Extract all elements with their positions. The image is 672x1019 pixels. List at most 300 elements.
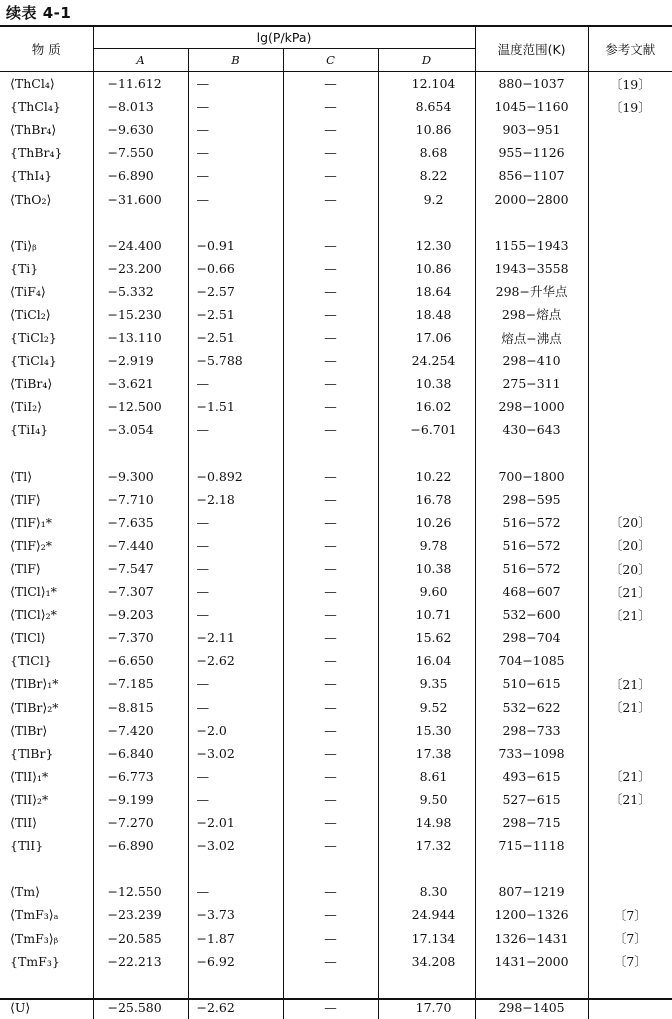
coef-b-cell: —: [188, 788, 283, 811]
table-body: [0, 72, 672, 1019]
substance-cell: ⟨TlCl⟩: [0, 626, 93, 649]
reference-cell: 〔7〕: [613, 931, 647, 947]
coef-d-cell: 10.38: [378, 557, 475, 580]
coef-a-cell: −13.110: [93, 326, 188, 349]
coef-b-cell: −5.788: [188, 349, 283, 372]
reference-cell: 〔19〕: [609, 99, 651, 115]
coef-d-cell: 8.30: [378, 880, 475, 903]
coef-d-cell: 9.50: [378, 788, 475, 811]
substance-cell: ⟨TmF₃⟩ₐ: [0, 903, 93, 926]
coef-d-cell: 18.64: [378, 280, 475, 303]
substance-cell: {Ti}: [0, 257, 93, 280]
coef-b-cell: —: [188, 72, 283, 96]
coef-a-cell: −25.580: [93, 996, 188, 1019]
substance-cell: ⟨Ti⟩ᵦ: [0, 234, 93, 257]
coef-b-cell: −3.73: [188, 903, 283, 926]
coef-d-cell: 17.134: [378, 926, 475, 949]
substance-cell: ⟨TlCl⟩₁*: [0, 580, 93, 603]
coef-d-cell: 24.944: [378, 903, 475, 926]
coef-b-cell: −2.51: [188, 303, 283, 326]
reference-cell: [588, 488, 672, 511]
coef-d-cell: 8.61: [378, 765, 475, 788]
coef-b-cell: −2.51: [188, 326, 283, 349]
spacer-cell: [588, 442, 672, 465]
coef-c-cell: —: [283, 95, 378, 118]
reference-cell: 〔20〕: [609, 515, 651, 531]
coef-a-cell: −8.815: [93, 696, 188, 719]
spacer-cell: [93, 973, 188, 996]
reference-cell: [588, 141, 672, 164]
temp-range-cell: 807−1219: [475, 880, 588, 903]
spacer-cell: [0, 857, 93, 880]
temp-range-cell: 468−607: [475, 580, 588, 603]
spacer-cell: [378, 857, 475, 880]
coef-a-cell: −15.230: [93, 303, 188, 326]
spacer-cell: [93, 857, 188, 880]
coef-b-cell: −0.91: [188, 234, 283, 257]
temp-range-cell: 1045−1160: [475, 95, 588, 118]
temp-range-cell: 298−熔点: [475, 303, 588, 326]
temp-range-cell: 298−733: [475, 719, 588, 742]
spacer-cell: [283, 211, 378, 234]
coef-b-cell: —: [188, 765, 283, 788]
reference-cell: [588, 326, 672, 349]
table-row: [0, 465, 672, 488]
table-row: [0, 395, 672, 418]
coef-b-cell: −0.66: [188, 257, 283, 280]
coef-a-cell: −7.370: [93, 626, 188, 649]
coef-a-cell: −22.213: [93, 950, 188, 973]
substance-cell: {TlBr}: [0, 742, 93, 765]
coef-c-cell: —: [283, 280, 378, 303]
coef-c-cell: —: [283, 719, 378, 742]
coef-b-cell: —: [188, 418, 283, 441]
table-row: [0, 719, 672, 742]
coef-c-cell: —: [283, 603, 378, 626]
coef-a-cell: −6.650: [93, 649, 188, 672]
temp-range-cell: 880−1037: [475, 72, 588, 96]
coef-a-cell: −20.585: [93, 926, 188, 949]
coef-a-cell: −24.400: [93, 234, 188, 257]
spacer-cell: [93, 211, 188, 234]
spacer-cell: [475, 973, 588, 996]
coef-d-cell: 17.32: [378, 834, 475, 857]
coef-b-cell: —: [188, 95, 283, 118]
substance-cell: ⟨TlBr⟩₂*: [0, 696, 93, 719]
temp-range-cell: 430−643: [475, 418, 588, 441]
coef-a-cell: −9.199: [93, 788, 188, 811]
temp-range-cell: 275−311: [475, 372, 588, 395]
substance-cell: ⟨TlI⟩: [0, 811, 93, 834]
coef-d-cell: 12.104: [378, 72, 475, 96]
table-row: [0, 349, 672, 372]
table-row: [0, 742, 672, 765]
temp-range-cell: 955−1126: [475, 141, 588, 164]
coef-d-cell: 17.70: [378, 996, 475, 1019]
coef-b-cell: —: [188, 164, 283, 187]
spacer-cell: [283, 442, 378, 465]
coef-b-cell: −3.02: [188, 834, 283, 857]
temp-range-cell: 733−1098: [475, 742, 588, 765]
coef-a-cell: −23.239: [93, 903, 188, 926]
coef-d-cell: 9.52: [378, 696, 475, 719]
substance-cell: ⟨ThCl₄⟩: [0, 72, 93, 96]
coef-c-cell: —: [283, 349, 378, 372]
coef-a-cell: −31.600: [93, 187, 188, 210]
coef-a-cell: −6.840: [93, 742, 188, 765]
table-row: [0, 418, 672, 441]
coef-a-cell: −7.547: [93, 557, 188, 580]
reference-cell: [588, 164, 672, 187]
coef-a-cell: −7.550: [93, 141, 188, 164]
coef-b-cell: −2.62: [188, 996, 283, 1019]
reference-cell: 〔21〕: [609, 607, 651, 623]
coef-c-cell: —: [283, 511, 378, 534]
reference-cell: 〔20〕: [609, 538, 651, 554]
coef-c-cell: —: [283, 303, 378, 326]
reference-cell: [588, 465, 672, 488]
reference-cell: [588, 187, 672, 210]
coef-b-cell: —: [188, 696, 283, 719]
spacer-cell: [378, 442, 475, 465]
temp-range-cell: 298−595: [475, 488, 588, 511]
reference-cell: [588, 349, 672, 372]
reference-cell: 〔21〕: [609, 676, 651, 692]
temp-range-cell: 715−1118: [475, 834, 588, 857]
spacer-cell: [378, 211, 475, 234]
table-row: [0, 511, 672, 534]
coef-a-cell: −3.054: [93, 418, 188, 441]
coef-c-cell: —: [283, 141, 378, 164]
table-row: [0, 950, 672, 973]
table-row: [0, 765, 672, 788]
substance-cell: {ThCl₄}: [0, 95, 93, 118]
coef-c-cell: —: [283, 626, 378, 649]
coef-a-cell: −6.773: [93, 765, 188, 788]
coef-a-cell: −2.919: [93, 349, 188, 372]
coef-c-cell: —: [283, 811, 378, 834]
coef-c-cell: —: [283, 234, 378, 257]
coef-b-cell: —: [188, 603, 283, 626]
table-row: [0, 811, 672, 834]
group-spacer-row: [0, 442, 672, 465]
temp-range-cell: 516−572: [475, 511, 588, 534]
coef-d-cell: 10.71: [378, 603, 475, 626]
coef-a-cell: −23.200: [93, 257, 188, 280]
reference-cell: [588, 372, 672, 395]
substance-cell: {ThI₄}: [0, 164, 93, 187]
table-row: [0, 903, 672, 926]
spacer-cell: [475, 442, 588, 465]
table-row: [0, 164, 672, 187]
spacer-cell: [188, 211, 283, 234]
temp-range-cell: 510−615: [475, 672, 588, 695]
substance-cell: ⟨TlF⟩: [0, 557, 93, 580]
coef-c-cell: —: [283, 950, 378, 973]
coef-c-cell: —: [283, 557, 378, 580]
coef-c-cell: —: [283, 372, 378, 395]
coef-a-cell: −7.710: [93, 488, 188, 511]
reference-cell: [588, 880, 672, 903]
group-spacer-row: [0, 211, 672, 234]
coef-b-cell: —: [188, 141, 283, 164]
coef-b-cell: —: [188, 118, 283, 141]
temp-range-cell: 532−622: [475, 696, 588, 719]
temp-range-cell: 298−升华点: [475, 280, 588, 303]
coef-a-cell: −11.612: [93, 72, 188, 96]
temp-range-cell: 1326−1431: [475, 926, 588, 949]
coef-c-cell: —: [283, 164, 378, 187]
reference-cell: [588, 257, 672, 280]
coef-a-cell: −9.300: [93, 465, 188, 488]
coef-d-cell: 17.38: [378, 742, 475, 765]
coef-a-cell: −6.890: [93, 164, 188, 187]
header-lg-p: lg(P/kPa): [93, 26, 475, 49]
reference-cell: 〔7〕: [613, 954, 647, 970]
coef-c-cell: —: [283, 696, 378, 719]
coef-d-cell: 8.68: [378, 141, 475, 164]
coef-d-cell: 16.78: [378, 488, 475, 511]
substance-cell: {TiI₄}: [0, 418, 93, 441]
substance-cell: ⟨TiI₂⟩: [0, 395, 93, 418]
coef-b-cell: —: [188, 511, 283, 534]
coef-b-cell: −2.01: [188, 811, 283, 834]
temp-range-cell: 700−1800: [475, 465, 588, 488]
coef-b-cell: —: [188, 580, 283, 603]
substance-cell: {TlI}: [0, 834, 93, 857]
spacer-cell: [283, 973, 378, 996]
reference-cell: 〔20〕: [609, 561, 651, 577]
coef-b-cell: −2.57: [188, 280, 283, 303]
reference-cell: [588, 834, 672, 857]
coef-a-cell: −8.013: [93, 95, 188, 118]
table-row: [0, 372, 672, 395]
substance-cell: ⟨TlI⟩₁*: [0, 765, 93, 788]
temp-range-cell: 1200−1326: [475, 903, 588, 926]
temp-range-cell: 298−410: [475, 349, 588, 372]
temp-range-cell: 298−1000: [475, 395, 588, 418]
coef-d-cell: 34.208: [378, 950, 475, 973]
coef-d-cell: 17.06: [378, 326, 475, 349]
header-col-d: D: [378, 49, 475, 72]
spacer-cell: [0, 973, 93, 996]
table-row: [0, 696, 672, 719]
coef-d-cell: 9.2: [378, 187, 475, 210]
coef-c-cell: —: [283, 926, 378, 949]
coef-c-cell: —: [283, 187, 378, 210]
substance-cell: ⟨TlBr⟩₁*: [0, 672, 93, 695]
substance-cell: {ThBr₄}: [0, 141, 93, 164]
table-row: [0, 788, 672, 811]
group-spacer-row: [0, 973, 672, 996]
table-row: [0, 834, 672, 857]
temp-range-cell: 298−715: [475, 811, 588, 834]
spacer-cell: [588, 857, 672, 880]
coef-a-cell: −7.635: [93, 511, 188, 534]
reference-cell: [588, 234, 672, 257]
coef-c-cell: —: [283, 649, 378, 672]
spacer-cell: [475, 211, 588, 234]
coef-c-cell: —: [283, 742, 378, 765]
coef-d-cell: 10.22: [378, 465, 475, 488]
coef-d-cell: 15.30: [378, 719, 475, 742]
coef-a-cell: −7.440: [93, 534, 188, 557]
coef-d-cell: 10.26: [378, 511, 475, 534]
coef-a-cell: −9.203: [93, 603, 188, 626]
coef-a-cell: −12.550: [93, 880, 188, 903]
spacer-cell: [588, 973, 672, 996]
header-col-a: A: [93, 49, 188, 72]
substance-cell: ⟨TlF⟩: [0, 488, 93, 511]
table-row: [0, 141, 672, 164]
substance-cell: ⟨TiCl₂⟩: [0, 303, 93, 326]
substance-cell: {TmF₃}: [0, 950, 93, 973]
coef-b-cell: −1.51: [188, 395, 283, 418]
spacer-cell: [0, 442, 93, 465]
coef-b-cell: −2.11: [188, 626, 283, 649]
table-row: [0, 257, 672, 280]
table-row: [0, 649, 672, 672]
temp-range-cell: 298−1405: [475, 996, 588, 1019]
substance-cell: ⟨TmF₃⟩ᵦ: [0, 926, 93, 949]
temp-range-cell: 2000−2800: [475, 187, 588, 210]
coef-d-cell: 15.62: [378, 626, 475, 649]
temp-range-cell: 532−600: [475, 603, 588, 626]
reference-cell: 〔7〕: [613, 907, 647, 923]
spacer-cell: [475, 857, 588, 880]
table-row: [0, 118, 672, 141]
spacer-cell: [188, 442, 283, 465]
reference-cell: [588, 719, 672, 742]
table-row: [0, 926, 672, 949]
spacer-cell: [188, 973, 283, 996]
reference-cell: [588, 811, 672, 834]
table-row: [0, 603, 672, 626]
group-spacer-row: [0, 857, 672, 880]
substance-cell: ⟨TlF⟩₁*: [0, 511, 93, 534]
coef-a-cell: −7.270: [93, 811, 188, 834]
coef-b-cell: —: [188, 672, 283, 695]
table-row: [0, 557, 672, 580]
coef-c-cell: —: [283, 326, 378, 349]
substance-cell: {TiCl₄}: [0, 349, 93, 372]
coef-c-cell: —: [283, 996, 378, 1019]
substance-cell: ⟨TlCl⟩₂*: [0, 603, 93, 626]
coef-b-cell: —: [188, 372, 283, 395]
coef-c-cell: —: [283, 534, 378, 557]
coef-d-cell: 9.35: [378, 672, 475, 695]
coef-c-cell: —: [283, 465, 378, 488]
temp-range-cell: 熔点−沸点: [475, 326, 588, 349]
coef-d-cell: 18.48: [378, 303, 475, 326]
coef-c-cell: —: [283, 257, 378, 280]
coef-a-cell: −7.185: [93, 672, 188, 695]
coef-d-cell: 9.60: [378, 580, 475, 603]
substance-cell: ⟨TlF⟩₂*: [0, 534, 93, 557]
coef-b-cell: —: [188, 557, 283, 580]
coef-a-cell: −3.621: [93, 372, 188, 395]
coef-b-cell: −0.892: [188, 465, 283, 488]
table-row: [0, 72, 672, 96]
substance-cell: ⟨ThBr₄⟩: [0, 118, 93, 141]
spacer-cell: [588, 211, 672, 234]
coef-c-cell: —: [283, 418, 378, 441]
reference-cell: 〔21〕: [609, 700, 651, 716]
coef-a-cell: −6.890: [93, 834, 188, 857]
reference-cell: 〔21〕: [609, 769, 651, 785]
spacer-cell: [283, 857, 378, 880]
coef-b-cell: —: [188, 880, 283, 903]
reference-cell: [588, 742, 672, 765]
coef-c-cell: —: [283, 903, 378, 926]
substance-cell: ⟨TlBr⟩: [0, 719, 93, 742]
table-row: [0, 95, 672, 118]
table-row: [0, 488, 672, 511]
coef-d-cell: 8.22: [378, 164, 475, 187]
spacer-cell: [188, 857, 283, 880]
table-row: [0, 626, 672, 649]
coef-b-cell: —: [188, 534, 283, 557]
reference-cell: 〔19〕: [609, 76, 651, 92]
coef-c-cell: —: [283, 395, 378, 418]
substance-cell: ⟨TlI⟩₂*: [0, 788, 93, 811]
coef-a-cell: −9.630: [93, 118, 188, 141]
table-row: [0, 672, 672, 695]
reference-cell: 〔21〕: [609, 584, 651, 600]
coef-b-cell: −2.0: [188, 719, 283, 742]
coef-b-cell: −2.18: [188, 488, 283, 511]
spacer-cell: [93, 442, 188, 465]
header-substance: 物 质: [0, 26, 93, 72]
vapor-pressure-table: [0, 26, 672, 1019]
coef-b-cell: —: [188, 187, 283, 210]
substance-cell: ⟨Tm⟩: [0, 880, 93, 903]
coef-c-cell: —: [283, 834, 378, 857]
coef-a-cell: −12.500: [93, 395, 188, 418]
coef-c-cell: —: [283, 580, 378, 603]
coef-d-cell: 16.04: [378, 649, 475, 672]
coef-a-cell: −7.307: [93, 580, 188, 603]
substance-cell: {TlCl}: [0, 649, 93, 672]
temp-range-cell: 493−615: [475, 765, 588, 788]
reference-cell: 〔21〕: [609, 792, 651, 808]
temp-range-cell: 704−1085: [475, 649, 588, 672]
coef-c-cell: —: [283, 672, 378, 695]
reference-cell: [588, 626, 672, 649]
coef-c-cell: —: [283, 488, 378, 511]
temp-range-cell: 516−572: [475, 557, 588, 580]
coef-d-cell: 12.30: [378, 234, 475, 257]
coef-d-cell: 16.02: [378, 395, 475, 418]
coef-b-cell: −1.87: [188, 926, 283, 949]
temp-range-cell: 527−615: [475, 788, 588, 811]
table-row: [0, 326, 672, 349]
coef-d-cell: 10.38: [378, 372, 475, 395]
spacer-cell: [378, 973, 475, 996]
header-col-b: B: [188, 49, 283, 72]
coef-b-cell: −6.92: [188, 950, 283, 973]
coef-b-cell: −3.02: [188, 742, 283, 765]
temp-range-cell: 903−951: [475, 118, 588, 141]
reference-cell: [588, 395, 672, 418]
coef-c-cell: —: [283, 765, 378, 788]
substance-cell: ⟨TiBr₄⟩: [0, 372, 93, 395]
temp-range-cell: 1943−3558: [475, 257, 588, 280]
coef-d-cell: 9.78: [378, 534, 475, 557]
coef-c-cell: —: [283, 72, 378, 96]
coef-d-cell: 10.86: [378, 118, 475, 141]
coef-c-cell: —: [283, 788, 378, 811]
